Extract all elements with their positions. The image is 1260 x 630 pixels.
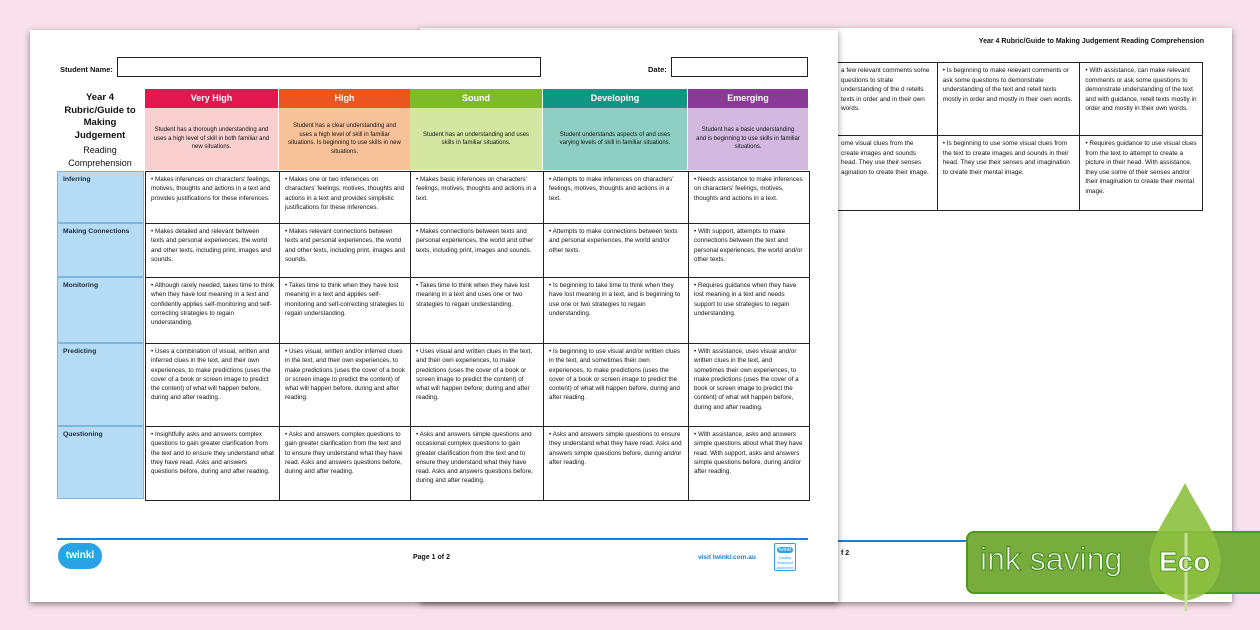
rubric-cell: • With support, attempts to make connections between the text and personal experiences, the world and/or other texts. bbox=[688, 223, 810, 279]
rubric-cell: • Is beginning to use visual and/or written clues in the text, and sometimes their own experiences, to make predictions (uses the cover of a book or screen image to predict the content) of what will happen before, during and after reading. bbox=[543, 343, 689, 428]
back-page-table bbox=[835, 62, 1203, 211]
rubric-cell: • Makes basic inferences on characters' feelings, motives, thoughts and actions in a text. bbox=[410, 171, 544, 225]
rubric-cell: • Takes time to think when they have lost meaning in a text and uses one or two strategies to regain understanding. bbox=[410, 277, 544, 345]
student-name-field[interactable] bbox=[117, 57, 541, 77]
student-name-label: Student Name: bbox=[60, 65, 113, 74]
rubric-cell: • Uses visual and written clues in the text, and their own experiences, to make predictions (uses the cover of a book or screen image to predict the content) of what will happen before, during and after reading. bbox=[410, 343, 544, 428]
back-table-row bbox=[836, 136, 1203, 211]
rubric-cell: • Attempts to make connections between texts and personal experiences, the world and/or other texts. bbox=[543, 223, 689, 279]
rubric-cell: • Asks and answers simple questions and occasional complex questions to gain greater clarification from the text and to ensure they understand what they have read. Asks and answers questions before, during and after reading. bbox=[410, 426, 544, 501]
back-page-title: Year 4 Rubric/Guide to Making Judgement Reading Comprehension bbox=[978, 38, 1204, 45]
back-table-cell: • Is beginning to use some visual clues from the text to create images and sounds in their head. They use their senses and imagination to create their mental image. bbox=[937, 136, 1080, 211]
back-table-cell: a few relevant comments some questions to strate understanding of the d retells texts in order and in their own words. bbox=[836, 63, 938, 136]
badge-logo: twinkl bbox=[778, 547, 792, 553]
level-description: Student understands aspects of and uses varying levels of skill in familiar situations. bbox=[543, 108, 687, 170]
back-page-number: f 2 bbox=[841, 550, 850, 557]
level-header-developing bbox=[543, 89, 687, 169]
rubric-cell: • With assistance, asks and answers simple questions about what they have read. With support, asks and answers simple questions before, during and/or after reading. bbox=[688, 426, 810, 501]
quality-badge bbox=[774, 543, 796, 571]
rubric-cell: • Requires guidance when they have lost meaning in a text and needs support to use strategies to regain understanding. bbox=[688, 277, 810, 345]
rubric-cell: • Takes time to think when they have lost meaning in a text and applies self-monitoring and self-correcting strategies to regain understanding. bbox=[279, 277, 412, 345]
rubric-cell: • Makes inferences on characters' feelings, motives, thoughts and actions in a text and provides justifications for these inferences. bbox=[145, 171, 280, 225]
rubric-cell: • Although rarely needed, takes time to think when they have lost meaning in a text and confidently applies self-monitoring and self-correcting strategies to regain understanding. bbox=[145, 277, 280, 345]
level-header-sound bbox=[410, 89, 542, 169]
date-label: Date: bbox=[648, 65, 667, 74]
rubric-title bbox=[57, 92, 143, 169]
level-description: Student has a clear understanding and uses a high level of skill in familiar situations. Is beginning to use skills in new situations. bbox=[279, 108, 410, 170]
visit-link[interactable]: visit twinkl.com.au bbox=[698, 554, 756, 561]
rubric-cell: • Makes connections between texts and personal experiences, the world and other texts, including print, images and sounds. bbox=[410, 223, 544, 279]
rubric-cell: • Makes relevant connections between texts and personal experiences, the world and other texts, including print, images and sounds. bbox=[279, 223, 412, 279]
row-label-monitoring: Monitoring bbox=[57, 277, 144, 343]
back-table-cell: • Is beginning to make relevant comments or ask some questions to demonstrate understanding of the text and retell texts mostly in order and mostly in their own words. bbox=[937, 63, 1080, 136]
level-name: Very High bbox=[145, 89, 278, 108]
level-name: Developing bbox=[543, 89, 687, 108]
back-table-cell: • With assistance, can make relevant comments or ask some questions to demonstrate understanding of the text and with guidance, retell texts mostly in order and mostly in their own words. bbox=[1080, 63, 1203, 136]
row-label-questioning: Questioning bbox=[57, 426, 144, 499]
twinkl-logo: twinkl bbox=[58, 543, 102, 569]
back-table-cell: ome visual clues from the create images and sounds head. They use their senses agination to create their image. bbox=[836, 136, 938, 211]
rubric-cell: • Makes one or two inferences on characters' feelings, motives, thoughts and actions in a text and provides simplistic justifications for these inferences. bbox=[279, 171, 412, 225]
badge-text: Quality Standard Approved bbox=[776, 555, 794, 570]
rubric-cell: • Asks and answers simple questions to ensure they understand what they have read. Asks and answers simple questions before, during and/or after reading. bbox=[543, 426, 689, 501]
date-field[interactable] bbox=[671, 57, 808, 77]
page-1 bbox=[30, 30, 838, 602]
footer-line bbox=[57, 538, 808, 540]
level-description: Student has a basic understanding and is beginning to use skills in familiar situations. bbox=[688, 108, 808, 170]
level-name: High bbox=[279, 89, 410, 108]
level-header-very-high bbox=[145, 89, 278, 169]
rubric-cell: • Attempts to make inferences on characters' feelings, motives, thoughts and actions in a text. bbox=[543, 171, 689, 225]
rubric-cell: • Asks and answers complex questions to gain greater clarification from the text and to ensure they understand what they have read. Asks and answers questions before, during and after reading. bbox=[279, 426, 412, 501]
eco-leaf-icon bbox=[1145, 483, 1225, 613]
row-label-predicting: Predicting bbox=[57, 343, 144, 426]
rubric-cell: • Uses a combination of visual, written and inferred clues in the text, and their own experiences, to make predictions (uses the cover of a book or screen image to predict the content) of what will happen before, during and after reading.. bbox=[145, 343, 280, 428]
level-name: Sound bbox=[410, 89, 542, 108]
rubric-cell: • Uses visual, written and/or inferred clues in the text, and their own experiences, to make predictions (uses the cover of a book or screen image to predict the content) of what will happen before, during and after reading. bbox=[279, 343, 412, 428]
rubric-cell: • Needs assistance to make inferences on characters' feelings, motives, thoughts and actions in a text. bbox=[688, 171, 810, 225]
page-number: Page 1 of 2 bbox=[413, 554, 450, 561]
level-description: Student has an understanding and uses skills in familiar situations. bbox=[410, 108, 542, 170]
title-year: Year 4 bbox=[86, 92, 114, 103]
ink-saving-label: ink saving bbox=[980, 541, 1123, 577]
eco-label: Eco bbox=[1159, 546, 1211, 577]
rubric-cell: • Is beginning to take time to think when they have lost meaning in a text, and is beginning to use one or two strategies to regain understanding. bbox=[543, 277, 689, 345]
title-rubric: Rubric/Guide to Making Judgement bbox=[64, 104, 136, 141]
level-header-emerging bbox=[688, 89, 808, 169]
row-label-inferring: Inferring bbox=[57, 171, 144, 223]
title-subject: Reading Comprehension bbox=[68, 145, 132, 168]
back-table-cell: • Requires guidance to use visual clues from the text to attempt to create a picture in their head. With assistance, they use some of their senses and/or their imagination to create their mental image. bbox=[1080, 136, 1203, 211]
back-table-row bbox=[836, 63, 1203, 136]
level-header-high bbox=[279, 89, 410, 169]
rubric-cell: • With assistance, uses visual and/or written clues in the text, and sometimes their own experiences, to make predictions (uses the cover of a book or screen image to predict the content) of what will happen before, during and after reading. bbox=[688, 343, 810, 428]
row-label-making-connections: Making Connections bbox=[57, 223, 144, 277]
level-description: Student has a thorough understanding and uses a high level of skill in both familiar and new situations. bbox=[145, 108, 278, 170]
level-name: Emerging bbox=[688, 89, 808, 108]
rubric-cell: • Makes detailed and relevant between texts and personal experiences, the world and other texts, including print, images and sounds. bbox=[145, 223, 280, 279]
rubric-cell: • Insightfully asks and answers complex questions to gain greater clarification from the text and to ensure they understand what they have read. Asks and answers questions before, during and after reading. bbox=[145, 426, 280, 501]
